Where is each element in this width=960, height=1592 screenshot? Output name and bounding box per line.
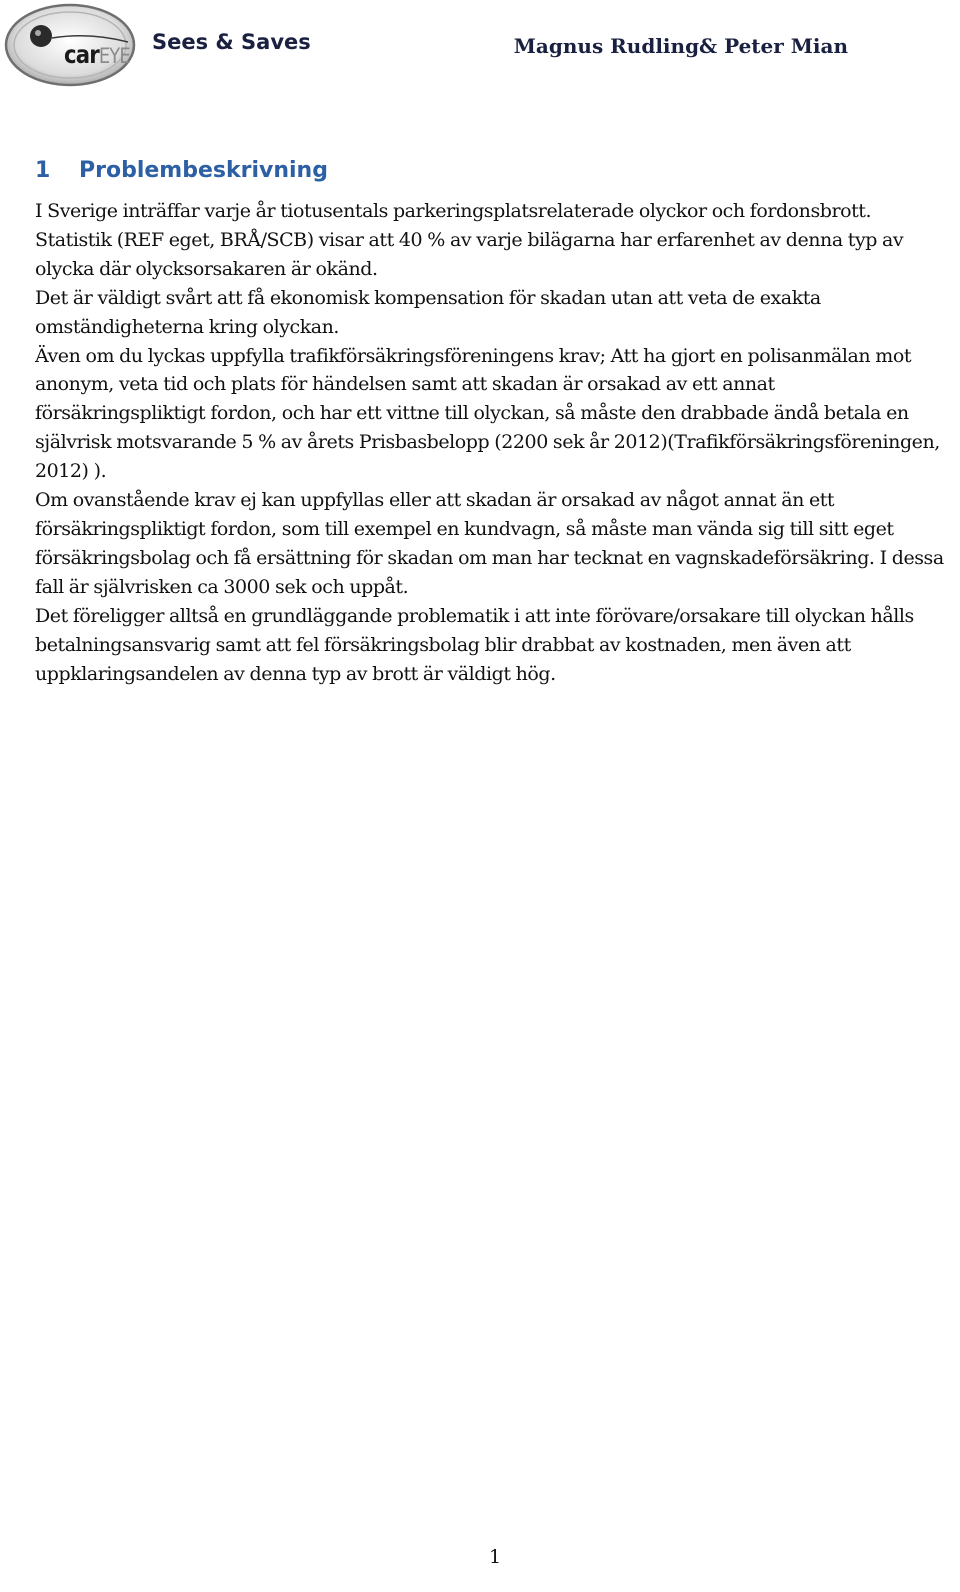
body-text xyxy=(35,197,950,688)
section-heading xyxy=(35,158,328,183)
header-project-title: Sees & Saves xyxy=(152,30,311,54)
logo-car-text: car xyxy=(64,40,99,69)
logo-wordmark xyxy=(64,40,130,69)
section-number: 1 xyxy=(35,158,51,183)
paragraph: Även om du lyckas uppfylla trafikförsäkringsföreningens krav; Att ha gjort en polisanmälan mot anonym, veta tid och plats för händelsen samt att skadan är orsakad av ett annat försäkringspliktigt fordon, och har ett vittne till olyckan, så måste den drabbade ändå betala en självrisk motsvarande 5 % av årets Prisbasbelopp (2200 sek år 2012)(Trafikförsäkringsföreningen, 2012) ). xyxy=(35,344,940,483)
page-header xyxy=(0,0,960,96)
paragraph: Det är väldigt svårt att få ekonomisk kompensation för skadan utan att veta de exakta omständigheterna kring olyckan. xyxy=(35,286,821,338)
page-number: 1 xyxy=(488,1546,502,1568)
careye-logo xyxy=(4,2,140,88)
paragraph: Det föreligger alltså en grundläggande problematik i att inte förövare/orsakare till olyckan hålls betalningsansvarig samt att fel försäkringsbolag blir drabbat av kostnaden, men även att uppklaringsandelen av denna typ av brott är väldigt hög. xyxy=(35,604,914,685)
paragraph: Om ovanstående krav ej kan uppfyllas eller att skadan är orsakad av något annat än ett försäkringspliktigt fordon, som till exempel en kundvagn, så måste man vända sig till sitt eget försäkringsbolag och få ersättning för skadan om man har tecknat en vagnskadeförsäkring. I dessa fall är självrisken ca 3000 sek och uppåt. xyxy=(35,489,944,598)
header-authors: Magnus Rudling& Peter Mian xyxy=(513,34,848,58)
section-title: Problembeskrivning xyxy=(79,158,328,183)
paragraph: I Sverige inträffar varje år tiotusentals parkeringsplatsrelaterade olyckor och fordonsbrott. Statistik (REF eget, BRÅ/SCB) visar att 40 % av varje bilägarna har erfarenhet av denna typ av olycka där olycksorsakaren är okänd. xyxy=(35,200,904,280)
logo-eye-text: EYE xyxy=(98,44,130,68)
